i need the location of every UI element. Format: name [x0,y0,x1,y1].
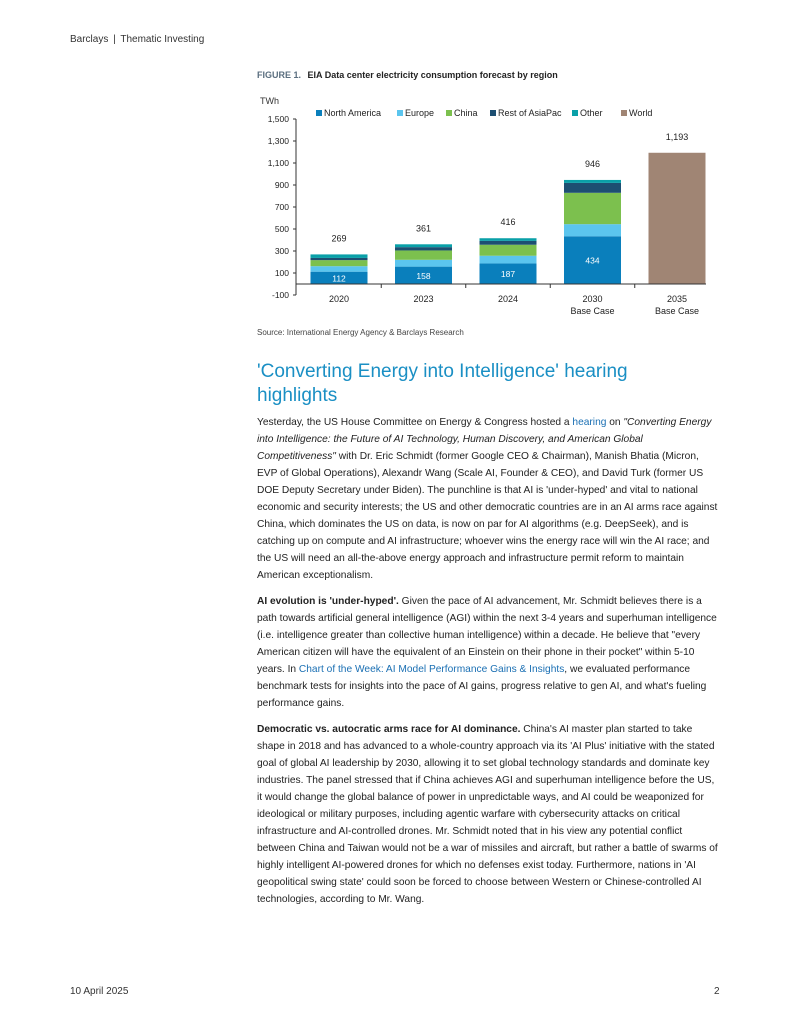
y-tick-label: 500 [274,224,289,234]
stacked-bar-chart [250,90,710,322]
para2-text1: Given the pace of AI advancement, Mr. Schmidt believes there is a path towards artificial general intelligence (AGI) within the next 3-4 years and superhuman intelligence (i.e. intelligence greater than collective human intelligence) within a decade. He believe that "every American citizen will have the equivalent of an Einstein on their phone in their pocket" within 5-10 years. In [257,596,717,675]
y-tick-label: 700 [274,202,289,212]
section-heading: 'Converting Energy into Intelligence' hearing highlights [257,361,628,406]
y-tick-label: 300 [274,246,289,256]
para2-text2: , we evaluated performance benchmark tests for insights into the pace of AI gains, progress relative to gen AI, and what's fueling performance gains. [257,664,707,709]
figure-label: FIGURE 1. [257,70,302,80]
bar-inner-label: 158 [416,270,431,281]
y-tick-label: 1,100 [267,158,289,168]
y-tick-label: 900 [274,180,289,190]
x-axis [296,284,706,316]
legend-label: China [454,108,478,118]
chart-of-week-link[interactable]: Chart of the Week: AI Model Performance Gains & Insights [298,664,565,675]
bar-segment [311,266,368,272]
bar-segment [564,183,621,193]
para1-text1: Yesterday, the US House Committee on Energy & Congress hosted a [257,417,573,428]
bar-segment [395,244,452,247]
bar-total-label: 361 [415,223,432,234]
x-tick-label: 2024 [497,294,519,304]
y-axis [268,114,296,300]
legend-swatch [572,110,578,116]
brand-name: Barclays [70,34,109,45]
bar-inner-label: 187 [500,269,516,280]
figure-source: Source: International Energy Agency & Barclays Research [257,328,464,337]
legend-label: Europe [405,108,435,118]
legend-label: Rest of AsiaPac [498,108,562,118]
legend-swatch [316,110,322,116]
y-tick-label: 1,500 [267,114,289,124]
bar-total-label: 416 [500,217,516,228]
header-separator: | [113,34,116,45]
para1-text3: with Dr. Eric Schmidt (former Google CEO & Chairman), Manish Bhatia (Micron, EVP of Global Operations), Alexandr Wang (Scale AI, Founder & CEO), and David Turk (former US DOE Deputy Secretary under Biden). The punchline is that AI is 'under-hyped' and vital to national economic and security interests; the US and other democratic countries are in an AI arms race against China, which dominates the US on data, is now on par for AI algorithms (e.g. DeepSeek), and is catching up on compute and AI infrastructure; whoever wins the energy race will win the AI race; and the US will need an all-the-above energy approach and infrastructure permit reform to maintain American exceptionalism. [257,451,718,581]
para3-text1: China's AI master plan started to take shape in 2018 and has advanced to a whole-country approach via its 'AI Plus' initiative with the stated goal of global AI leadership by 2030, allowing it to set global technology standards and dominate key industries. The panel stressed that if China achieves AGI and superhuman intelligence before the US, it would change the global balance of power in unpredictable ways, and AI could be weaponized for ideological or military purposes, including agentic warfare with cybersecurity attacks on critical infrastructure and AI-controlled drones. Mr. Schmidt noted that in his view any potential conflict between China and Taiwan would not be a war of missiles and aircraft, but rather a battle of swarms of highly intelligent AI-powered drones for which no defenses exist today. Furthermore, nations in 'AI geopolitical swing state' could soon be forced to choose between Western or Chinese-controlled AI technologies, according to Mr. Wang. [257,724,718,905]
paragraph-under-hyped [257,593,719,712]
chart-legend [316,108,652,118]
x-tick-label: 2030 [582,294,603,304]
bar-inner-label: 434 [585,255,600,266]
bars-group [311,132,706,284]
figure-title [257,70,558,80]
bar-segment [480,241,537,245]
legend-label: North America [324,108,382,118]
para3-heading: Democratic vs. autocratic arms race for AI dominance. [257,724,521,735]
bar-inner-label: 112 [332,273,346,284]
bar-segment [395,260,452,267]
bar-segment [564,224,621,236]
page-number: 2 [714,986,720,997]
bar-total-label: 269 [331,233,347,244]
page-header [70,34,204,45]
legend-swatch [621,110,627,116]
bar-segment [480,245,537,256]
bar-segment [480,238,537,241]
section-name: Thematic Investing [120,34,205,45]
footer-date: 10 April 2025 [70,986,129,997]
x-tick-label: 2020 [328,294,350,304]
para1-text2: on [606,417,624,428]
y-tick-label: 100 [274,268,289,278]
bar-segment [311,260,368,266]
x-tick-label: 2035 [666,294,688,304]
article-body [257,414,719,917]
legend-label: Other [580,108,603,118]
paragraph-arms-race [257,721,719,908]
bar-segment [395,247,452,250]
bar-segment [649,153,706,284]
legend-swatch [446,110,452,116]
bar-total-label: 946 [584,158,601,169]
figure-caption: EIA Data center electricity consumption forecast by region [307,70,558,80]
legend-swatch [490,110,496,116]
y-tick-label: -100 [271,290,289,300]
bar-segment [480,256,537,264]
paragraph-intro [257,414,719,584]
x-tick-sublabel: Base Case [654,306,700,316]
bar-segment [395,250,452,259]
bar-segment [564,193,621,224]
legend-swatch [397,110,403,116]
bar-segment [311,258,368,260]
x-tick-sublabel: Base Case [570,306,615,316]
hearing-title: "Converting Energy into Intelligence: the Future of AI Technology, Human Discovery, and American Global Competitiveness" [257,417,712,462]
bar-segment [311,254,368,258]
para2-heading: AI evolution is 'under-hyped'. [257,596,399,607]
bar-segment [564,180,621,183]
legend-label: World [629,108,653,118]
x-tick-label: 2023 [413,294,434,304]
y-axis-label: TWh [260,96,279,106]
y-tick-label: 1,300 [267,136,289,146]
hearing-link[interactable]: hearing [572,417,607,428]
bar-total-label: 1,193 [665,131,689,142]
